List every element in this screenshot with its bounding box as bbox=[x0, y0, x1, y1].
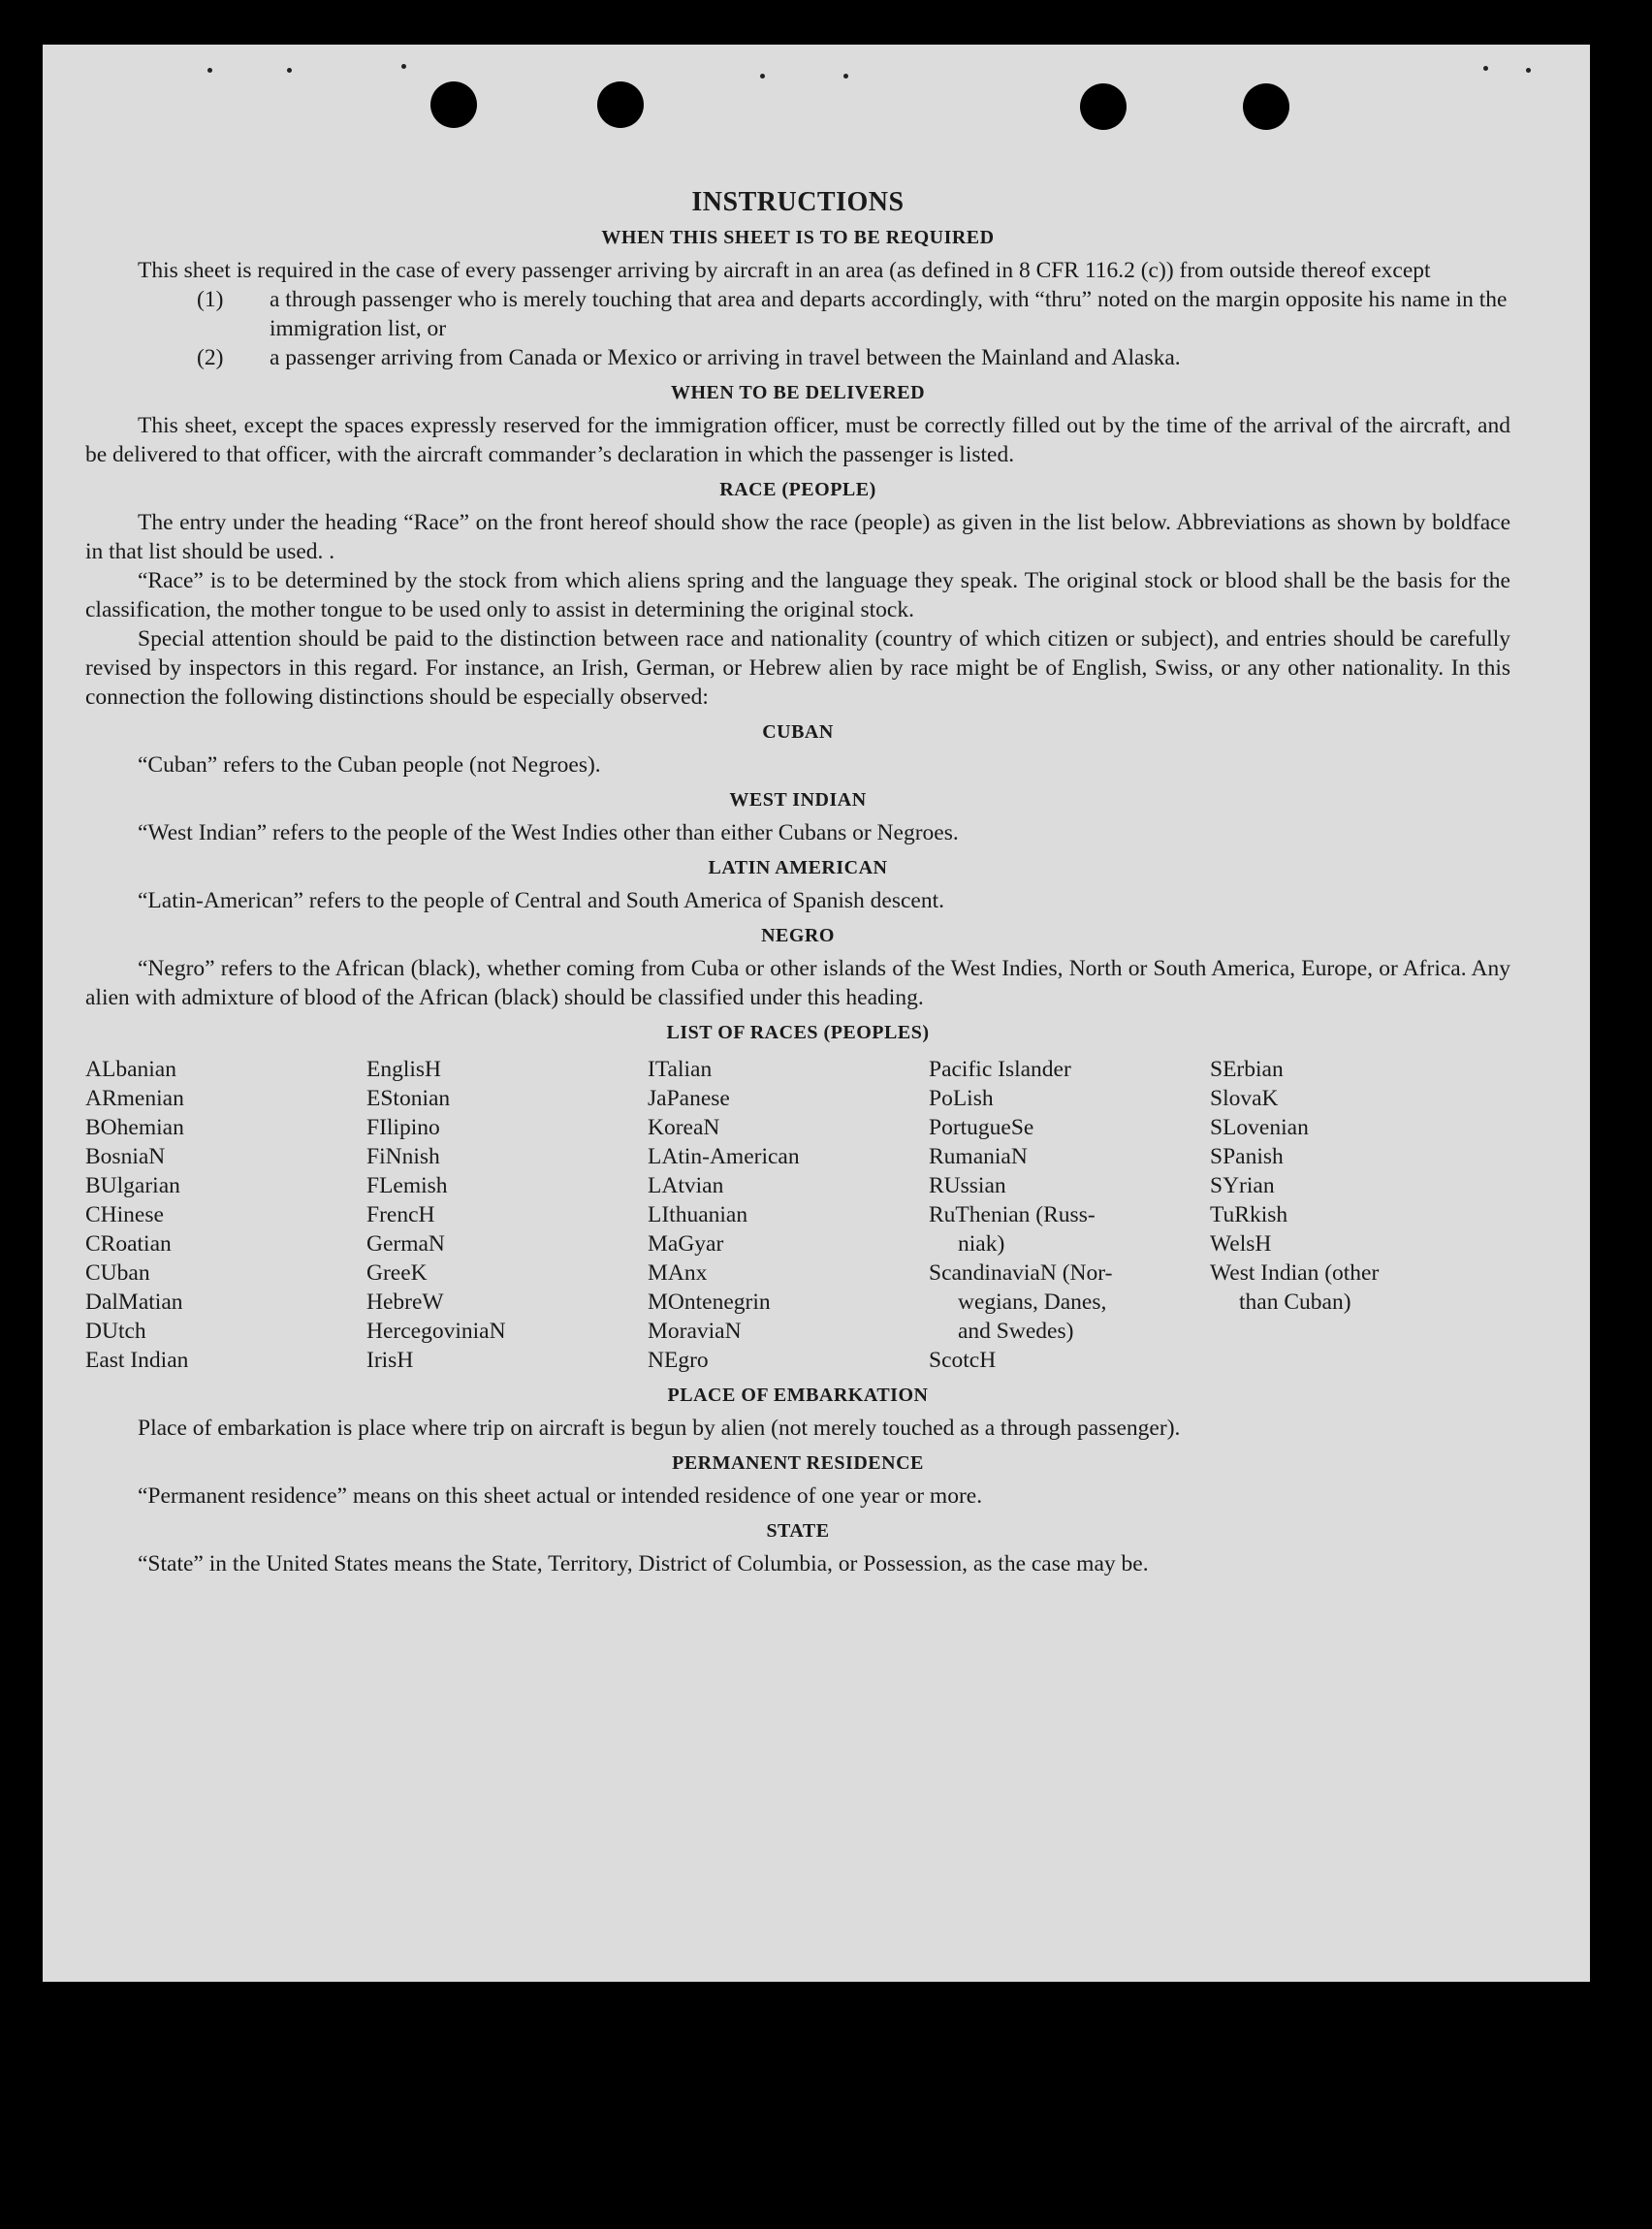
race-entry: LAtvian bbox=[648, 1173, 724, 1198]
punch-hole bbox=[597, 81, 644, 128]
race-entry: SlovaK bbox=[1210, 1086, 1279, 1111]
race-entry: MOntenegrin bbox=[648, 1290, 771, 1315]
race-entry: LAtin-American bbox=[648, 1144, 800, 1169]
races-column bbox=[85, 1055, 366, 1375]
race-entry: BUlgarian bbox=[85, 1173, 180, 1198]
races-column bbox=[366, 1055, 648, 1375]
section-heading-embarkation: PLACE OF EMBARKATION bbox=[667, 1385, 929, 1406]
race-entry: East Indian bbox=[85, 1348, 189, 1373]
paragraph-when-delivered: This sheet, except the spaces expressly reserved for the immigration officer, must be correctly filled out by the time of the arrival of the aircraft, and be delivered to that officer, with the aircraft commander’s declaration in which the passenger is listed. bbox=[85, 413, 1510, 467]
race-entry: SPanish bbox=[1210, 1144, 1284, 1169]
race-entry: BosniaN bbox=[85, 1144, 166, 1169]
race-entry: HercegoviniaN bbox=[366, 1319, 506, 1344]
races-column bbox=[929, 1055, 1210, 1375]
speck bbox=[287, 68, 292, 73]
exception-number: (1) bbox=[197, 287, 224, 312]
race-entry: BOhemian bbox=[85, 1115, 184, 1140]
race-entry: LIthuanian bbox=[648, 1202, 748, 1227]
race-entry: ITalian bbox=[648, 1057, 713, 1082]
race-entry: ScotcH bbox=[929, 1348, 997, 1373]
race-entry: IrisH bbox=[366, 1348, 414, 1373]
document-sheet bbox=[43, 45, 1590, 1982]
race-entry: RUssian bbox=[929, 1173, 1006, 1198]
punch-hole bbox=[1080, 83, 1127, 130]
race-entry: Pacific Islander bbox=[929, 1057, 1071, 1082]
section-heading-when-delivered: WHEN TO BE DELIVERED bbox=[670, 382, 926, 403]
race-entry: JaPanese bbox=[648, 1086, 730, 1111]
speck bbox=[401, 64, 406, 69]
section-heading-west-indian: WEST INDIAN bbox=[729, 789, 867, 811]
race-entry: and Swedes) bbox=[958, 1319, 1074, 1344]
race-entry: DalMatian bbox=[85, 1290, 183, 1315]
exception-item bbox=[85, 285, 1510, 343]
race-entry: EStonian bbox=[366, 1086, 451, 1111]
section-heading-latin-american: LATIN AMERICAN bbox=[708, 857, 888, 878]
paragraph-race: “Race” is to be determined by the stock from which aliens spring and the language they speak. The original stock or blood shall be the basis for the classification, the mother tongue to be used only to assist in determining the original stock. bbox=[85, 568, 1510, 622]
paragraph-latin-american: “Latin-American” refers to the people of Central and South America of Spanish descent. bbox=[138, 888, 945, 913]
exception-item bbox=[85, 343, 1510, 372]
speck bbox=[1483, 66, 1488, 71]
race-entry: SYrian bbox=[1210, 1173, 1275, 1198]
paragraph-race: The entry under the heading “Race” on the front hereof should show the race (people) as given in the list below. Abbreviations as shown by boldface in that list should be used. . bbox=[85, 510, 1510, 564]
page-title: INSTRUCTIONS bbox=[691, 187, 905, 217]
paragraph-west-indian: “West Indian” refers to the people of the West Indies other than either Cubans or Negroes. bbox=[138, 820, 959, 845]
section-heading-state: STATE bbox=[766, 1520, 830, 1542]
race-entry: FIlipino bbox=[366, 1115, 440, 1140]
race-entry: than Cuban) bbox=[1239, 1290, 1351, 1315]
race-entry: CUban bbox=[85, 1260, 150, 1286]
race-entry: West Indian (other bbox=[1210, 1260, 1380, 1286]
paragraph-negro: “Negro” refers to the African (black), whether coming from Cuba or other islands of the West Indies, North or South America, Europe, or Africa. Any alien with admixture of blood of the African (black) should be classified under this heading. bbox=[85, 956, 1510, 1010]
race-entry: ALbanian bbox=[85, 1057, 176, 1082]
race-entry: RumaniaN bbox=[929, 1144, 1028, 1169]
race-entry: EnglisH bbox=[366, 1057, 442, 1082]
paragraph-permanent-residence: “Permanent residence” means on this sheet actual or intended residence of one year or more. bbox=[138, 1483, 983, 1509]
races-list bbox=[85, 1055, 1510, 1375]
exception-text: a through passenger who is merely touching that area and departs accordingly, with “thru” noted on the margin opposite his name in the immigration list, or bbox=[270, 287, 1508, 341]
race-entry: FLemish bbox=[366, 1173, 448, 1198]
race-entry: ScandinaviaN (Nor- bbox=[929, 1260, 1113, 1286]
race-entry: WelsH bbox=[1210, 1231, 1272, 1257]
section-heading-negro: NEGRO bbox=[761, 925, 835, 946]
races-column bbox=[648, 1055, 929, 1375]
race-entry: GreeK bbox=[366, 1260, 428, 1286]
race-entry: FrencH bbox=[366, 1202, 435, 1227]
exception-number: (2) bbox=[197, 345, 224, 370]
race-entry: CRoatian bbox=[85, 1231, 172, 1257]
race-entry: PoLish bbox=[929, 1086, 994, 1111]
race-entry: PortugueSe bbox=[929, 1115, 1034, 1140]
paragraph-state: “State” in the United States means the State, Territory, District of Columbia, or Possession, as the case may be. bbox=[138, 1551, 1149, 1576]
races-column bbox=[1210, 1055, 1501, 1375]
race-entry: GermaN bbox=[366, 1231, 445, 1257]
paragraph-cuban: “Cuban” refers to the Cuban people (not Negroes). bbox=[138, 752, 601, 778]
race-entry: HebreW bbox=[366, 1290, 444, 1315]
section-heading-race: RACE (PEOPLE) bbox=[719, 479, 876, 500]
section-heading-permanent-residence: PERMANENT RESIDENCE bbox=[672, 1452, 924, 1474]
race-entry: ARmenian bbox=[85, 1086, 184, 1111]
race-entry: MaGyar bbox=[648, 1231, 724, 1257]
race-entry: KoreaN bbox=[648, 1115, 720, 1140]
race-entry: wegians, Danes, bbox=[958, 1290, 1107, 1315]
paragraph-when-required: This sheet is required in the case of every passenger arriving by aircraft in an area (as defined in 8 CFR 116.2 (c)) from outside thereof except bbox=[138, 258, 1431, 283]
instructions-content bbox=[85, 182, 1510, 1578]
race-entry: niak) bbox=[958, 1231, 1005, 1257]
race-entry: FiNnish bbox=[366, 1144, 440, 1169]
paragraph-race: Special attention should be paid to the distinction between race and nationality (country of which citizen or subject), and entries should be carefully revised by inspectors in this regard. For instance, an Irish, German, or Hebrew alien by race might be of English, Swiss, or any other nationality. In this connection the following distinctions should be especially observed: bbox=[85, 626, 1510, 710]
speck bbox=[843, 74, 848, 79]
race-entry: MAnx bbox=[648, 1260, 708, 1286]
speck bbox=[760, 74, 765, 79]
race-entry: DUtch bbox=[85, 1319, 146, 1344]
race-entry: CHinese bbox=[85, 1202, 164, 1227]
race-entry: RuThenian (Russ- bbox=[929, 1202, 1096, 1227]
section-heading-cuban: CUBAN bbox=[762, 721, 834, 743]
race-entry: SLovenian bbox=[1210, 1115, 1309, 1140]
race-entry: SErbian bbox=[1210, 1057, 1284, 1082]
race-entry: TuRkish bbox=[1210, 1202, 1288, 1227]
race-entry: MoraviaN bbox=[648, 1319, 742, 1344]
punch-hole bbox=[430, 81, 477, 128]
exception-text: a passenger arriving from Canada or Mexico or arriving in travel between the Mainland and Alaska. bbox=[270, 345, 1181, 370]
race-entry: NEgro bbox=[648, 1348, 709, 1373]
section-heading-when-required: WHEN THIS SHEET IS TO BE REQUIRED bbox=[601, 227, 995, 248]
punch-hole bbox=[1243, 83, 1289, 130]
section-heading-list-of-races: LIST OF RACES (PEOPLES) bbox=[666, 1022, 930, 1043]
speck bbox=[207, 68, 212, 73]
paragraph-embarkation: Place of embarkation is place where trip on aircraft is begun by alien (not merely touched as a through passenger). bbox=[138, 1416, 1181, 1441]
speck bbox=[1526, 68, 1531, 73]
